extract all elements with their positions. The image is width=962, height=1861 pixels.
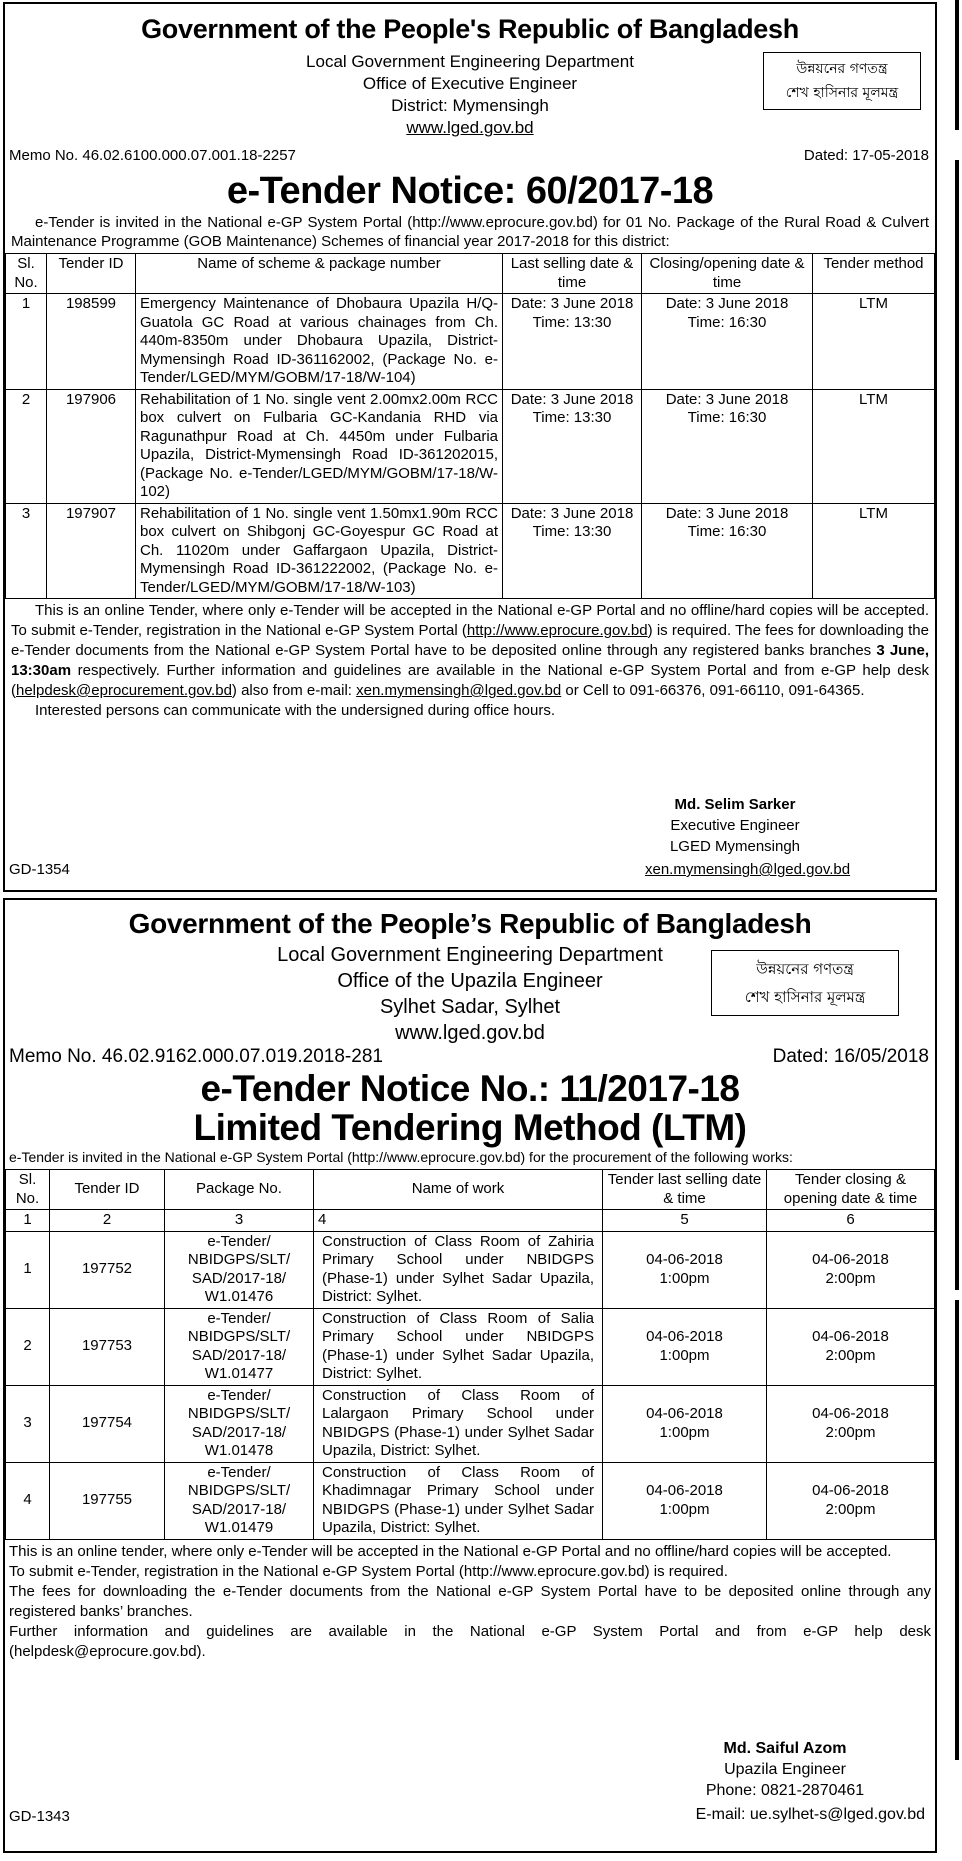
department-name: Local Government Engineering Department (277, 944, 663, 966)
cell-scheme-name: Rehabilitation of 1 No. single vent 2.00mx2.00m RCC box culvert on Fulbaria GC-Kandania RHD via Ragunathpur Road at Ch. 4450m under Fulbaria Upazila, District-Mymensingh Road ID-361202015, (Package No. e-Tender/LGED/MYM/GOBM/17-18/W-102) (136, 389, 503, 503)
selling-time: Time: 13:30 (532, 523, 612, 540)
cell-last-selling (503, 294, 642, 390)
column-number: 6 (767, 1210, 935, 1232)
instruction-paragraph: This is an online tender, where only e-Tender will be accepted in the National e-GP Portal and no offline/hard copies will be accepted. (9, 1542, 892, 1560)
selling-date: 04-06-2018 (646, 1328, 723, 1345)
cell-closing (767, 1231, 935, 1308)
table-row (6, 503, 935, 599)
government-heading: Government of the People's Republic of Bangladesh (141, 14, 799, 44)
signatory-name: Md. Saiful Azom (723, 1740, 847, 1757)
deadline-text: 3 June, 13:30am (11, 642, 929, 679)
package-line: SAD/2017-18/ (191, 1423, 287, 1441)
motto-box (763, 52, 921, 110)
cell-tender-id: 197906 (47, 389, 136, 503)
cell-last-selling (503, 503, 642, 599)
package-line: e-Tender/ (207, 1309, 271, 1327)
cell-last-selling (603, 1231, 767, 1308)
signatory-email-link[interactable]: xen.mymensingh@lged.gov.bd (645, 861, 851, 878)
package-line: W1.01478 (204, 1442, 274, 1459)
cell-tender-id: 197753 (50, 1308, 165, 1385)
selling-date: Date: 3 June 2018 (510, 390, 634, 408)
instruction-paragraph: Further information and guidelines are available in the National e-GP System Portal and from e-GP help desk (helpdesk@eprocure.gov.bd). (9, 1622, 931, 1660)
works-table (5, 1169, 935, 1540)
table-row (6, 1231, 935, 1308)
header-sl-no: Sl. No. (6, 1170, 50, 1210)
portal-link[interactable]: http://www.eprocure.gov.bd (466, 622, 648, 639)
cell-package-no (165, 1308, 314, 1385)
cell-closing (767, 1462, 935, 1539)
memo-date: Dated: 17-05-2018 (803, 147, 929, 164)
header-tender-id: Tender ID (50, 1170, 165, 1210)
cell-closing (642, 294, 813, 390)
table-header-row (6, 1170, 935, 1210)
header-last-selling: Last selling date & time (503, 254, 642, 294)
cell-tender-method: LTM (813, 503, 935, 599)
notice-subtitle: Limited Tendering Method (LTM) (193, 1107, 747, 1148)
package-line: NBIDGPS/SLT/ (187, 1251, 291, 1268)
header-last-selling: Tender last selling date & time (603, 1170, 767, 1210)
cell-sl-no: 2 (6, 1308, 50, 1385)
closing-time: 2:00pm (825, 1500, 876, 1518)
gd-number: GD-1354 (9, 861, 70, 878)
memo-number: Memo No. 46.02.6100.000.07.001.18-2257 (9, 147, 296, 164)
memo-number: Memo No. 46.02.9162.000.07.019.2018-281 (9, 1046, 383, 1067)
cell-sl-no: 1 (6, 294, 47, 390)
table-header-row (6, 254, 935, 294)
column-number: 2 (50, 1210, 165, 1232)
department-name: Local Government Engineering Department (306, 52, 634, 71)
cell-name-of-work: Construction of Class Room of Khadimnagar Primary School under NBIDGPS (Phase-1) under Sylhet Sadar Upazila, District: Sylhet. (314, 1462, 603, 1539)
selling-time: Time: 13:30 (532, 313, 612, 331)
page-edge-rule (948, 0, 962, 1861)
cell-closing (642, 389, 813, 503)
package-line: NBIDGPS/SLT/ (187, 1328, 291, 1345)
cell-last-selling (503, 389, 642, 503)
instruction-paragraph: To submit e-Tender, registration in the National e-GP System Portal (http://www.eprocure.gov.bd) is required. (9, 1562, 728, 1580)
district-name: District: Mymensingh (391, 96, 549, 115)
table-row (6, 1385, 935, 1462)
cell-tender-id: 197755 (50, 1462, 165, 1539)
closing-date: Date: 3 June 2018 (665, 295, 789, 312)
cell-name-of-work: Construction of Class Room of Lalargaon Primary School under NBIDGPS (Phase-1) under Sylhet Sadar Upazila, District: Sylhet. (314, 1385, 603, 1462)
helpdesk-link[interactable]: helpdesk@eprocurement.gov.bd (16, 682, 232, 699)
cell-package-no (165, 1231, 314, 1308)
closing-time: 2:00pm (825, 1346, 876, 1364)
cell-closing (767, 1308, 935, 1385)
cell-package-no (165, 1385, 314, 1462)
office-name: Office of the Upazila Engineer (337, 970, 603, 992)
tender-notice-mymensingh (3, 2, 937, 892)
header-closing-opening: Closing/opening date & time (642, 254, 813, 294)
place-name: Sylhet Sadar, Sylhet (379, 996, 561, 1018)
gd-number: GD-1343 (9, 1808, 70, 1825)
motto-line-1: উন্নয়নের গণতন্ত্র (796, 61, 888, 77)
cell-sl-no: 3 (6, 503, 47, 599)
package-line: e-Tender/ (207, 1386, 271, 1404)
motto-line-2: শেখ হাসিনার মূলমন্ত্র (744, 988, 866, 1006)
selling-time: Time: 13:30 (532, 409, 612, 426)
selling-time: 1:00pm (659, 1269, 710, 1287)
notice-intro: e-Tender is invited in the National e-GP System Portal (http://www.eprocure.gov.bd) for the procurement of the following works: (9, 1149, 793, 1165)
notice-title: e-Tender Notice No.: 11/2017-18 (200, 1068, 740, 1109)
cell-closing (642, 503, 813, 599)
table-row (6, 389, 935, 503)
instructions-paragraph: This is an online Tender, where only e-Tender will be accepted in the National e-GP Portal and no offline/hard copies will be accepted. To submit e-Tender, registration in the National e-GP System Portal (http://www.eprocure.gov.bd) is required. The fees for downloading the e-Tender documents from the National e-GP System Portal have to be deposited online through any registered banks branches 3 June, 13:30am respectively. Further information and guidelines are available in the National e-GP System Portal and from e-GP help desk (helpdesk@eprocurement.gov.bd) also from e-mail: xen.mymensingh@lged.gov.bd or Cell to 091-66376, 091-66110, 091-64365. (11, 602, 929, 699)
cell-name-of-work: Construction of Class Room of Zahiria Primary School under NBIDGPS (Phase-1) under Sylhet Sadar Upazila, District: Sylhet. (314, 1231, 603, 1308)
selling-date: Date: 3 June 2018 (510, 295, 634, 312)
cell-last-selling (603, 1308, 767, 1385)
cell-closing (767, 1385, 935, 1462)
signatory-title: Executive Engineer (670, 817, 800, 834)
header-scheme-name: Name of scheme & package number (136, 254, 503, 294)
header-package-no: Package No. (165, 1170, 314, 1210)
table-row (6, 1462, 935, 1539)
package-line: NBIDGPS/SLT/ (187, 1482, 291, 1499)
closing-date: 04-06-2018 (812, 1405, 889, 1422)
cell-scheme-name: Rehabilitation of 1 No. single vent 1.50mx1.90m RCC box culvert on Shibgonj GC-Goyespur GC Road at Ch. 11020m under Gaffargaon Upazila, District-Mymensingh Road ID-361222002, (Package No. e-Tender/LGED/MYM/GOBM/17-18/W-103) (136, 503, 503, 599)
signatory-office: LGED Mymensingh (669, 838, 801, 855)
cell-tender-method: LTM (813, 389, 935, 503)
closing-time: 2:00pm (825, 1269, 876, 1287)
package-line: W1.01477 (204, 1365, 274, 1382)
closing-date: Date: 3 June 2018 (665, 504, 789, 522)
selling-date: 04-06-2018 (646, 1251, 723, 1268)
website-text: www.lged.gov.bd (395, 1022, 545, 1044)
contact-note: Interested persons can communicate with the undersigned during office hours. (35, 702, 556, 719)
package-line: SAD/2017-18/ (191, 1346, 287, 1364)
memo-date: Dated: 16/05/2018 (772, 1046, 929, 1067)
notice-intro: e-Tender is invited in the National e-GP System Portal (http://www.eprocure.gov.bd) for 01 No. Package of the Rural Road & Culvert Maintenance Programme (GOB Maintenance) Schemes of financial year 2017-2018 for this district: (11, 214, 929, 250)
closing-time: Time: 16:30 (687, 313, 767, 331)
column-number: 3 (165, 1210, 314, 1232)
selling-date: 04-06-2018 (646, 1482, 723, 1499)
scheme-table (5, 253, 935, 599)
closing-time: 2:00pm (825, 1423, 876, 1441)
package-line: W1.01476 (204, 1288, 274, 1305)
closing-time: Time: 16:30 (687, 523, 767, 540)
cell-tender-id: 197907 (47, 503, 136, 599)
header-closing-opening: Tender closing & opening date & time (767, 1170, 935, 1210)
package-line: e-Tender/ (207, 1463, 271, 1481)
cell-sl-no: 2 (6, 389, 47, 503)
signatory-name: Md. Selim Sarker (674, 796, 796, 813)
motto-line-1: উন্নয়নের গণতন্ত্র (756, 960, 854, 978)
cell-last-selling (603, 1385, 767, 1462)
column-number: 5 (603, 1210, 767, 1232)
instruction-paragraph: The fees for downloading the e-Tender documents from the National e-GP System Portal have to be deposited online through any registered banks’ branches. (9, 1582, 931, 1620)
cell-scheme-name: Emergency Maintenance of Dhobaura Upazila H/Q-Guatola GC Road at various chainages from Ch. 440m-8350m under Dhobaura Upazila, District-Mymensingh Road ID-361162002, (Package No. e-Tender/LGED/MYM/GOBM/17-18/W-104) (136, 294, 503, 390)
closing-date: Date: 3 June 2018 (665, 390, 789, 408)
package-line: NBIDGPS/SLT/ (187, 1405, 291, 1422)
signatory-title: Upazila Engineer (724, 1761, 846, 1778)
cell-last-selling (603, 1462, 767, 1539)
header-name-of-work: Name of work (314, 1170, 603, 1210)
notice-title: e-Tender Notice: 60/2017-18 (226, 170, 714, 212)
column-number: 1 (6, 1210, 50, 1232)
contact-email-link[interactable]: xen.mymensingh@lged.gov.bd (356, 682, 562, 699)
table-row (6, 1308, 935, 1385)
package-line: W1.01479 (204, 1519, 274, 1536)
header-tender-id: Tender ID (47, 254, 136, 294)
package-line: SAD/2017-18/ (191, 1500, 287, 1518)
closing-date: 04-06-2018 (812, 1251, 889, 1268)
table-row (6, 294, 935, 390)
header-tender-method: Tender method (813, 254, 935, 294)
closing-time: Time: 16:30 (687, 409, 767, 426)
package-line: SAD/2017-18/ (191, 1269, 287, 1287)
cell-tender-method: LTM (813, 294, 935, 390)
signatory-email: E-mail: ue.sylhet-s@lged.gov.bd (695, 1806, 925, 1823)
column-number-row (6, 1210, 935, 1232)
selling-date: Date: 3 June 2018 (510, 504, 634, 522)
government-heading: Government of the People’s Republic of Bangladesh (128, 908, 812, 939)
cell-tender-id: 198599 (47, 294, 136, 390)
motto-line-2: শেখ হাসিনার মূলমন্ত্র (785, 85, 899, 101)
selling-time: 1:00pm (659, 1346, 710, 1364)
signature-block (685, 1738, 885, 1801)
header-sl-no: Sl. No. (6, 254, 47, 294)
cell-tender-id: 197752 (50, 1231, 165, 1308)
website-link[interactable]: www.lged.gov.bd (406, 118, 534, 137)
package-line: e-Tender/ (207, 1232, 271, 1250)
selling-time: 1:00pm (659, 1423, 710, 1441)
selling-time: 1:00pm (659, 1500, 710, 1518)
office-name: Office of Executive Engineer (362, 74, 578, 93)
column-number: 4 (314, 1210, 603, 1232)
cell-sl-no: 1 (6, 1231, 50, 1308)
signatory-phone: Phone: 0821-2870461 (705, 1782, 865, 1799)
closing-date: 04-06-2018 (812, 1328, 889, 1345)
cell-sl-no: 3 (6, 1385, 50, 1462)
cell-package-no (165, 1462, 314, 1539)
motto-box (711, 950, 899, 1016)
closing-date: 04-06-2018 (812, 1482, 889, 1499)
cell-tender-id: 197754 (50, 1385, 165, 1462)
tender-notice-sylhet (3, 898, 937, 1853)
selling-date: 04-06-2018 (646, 1405, 723, 1422)
instructions-block (5, 1540, 935, 1662)
cell-sl-no: 4 (6, 1462, 50, 1539)
signature-block (635, 794, 835, 857)
cell-name-of-work: Construction of Class Room of Salia Primary School under NBIDGPS (Phase-1) under Sylhet Sadar Upazila, District: Sylhet. (314, 1308, 603, 1385)
